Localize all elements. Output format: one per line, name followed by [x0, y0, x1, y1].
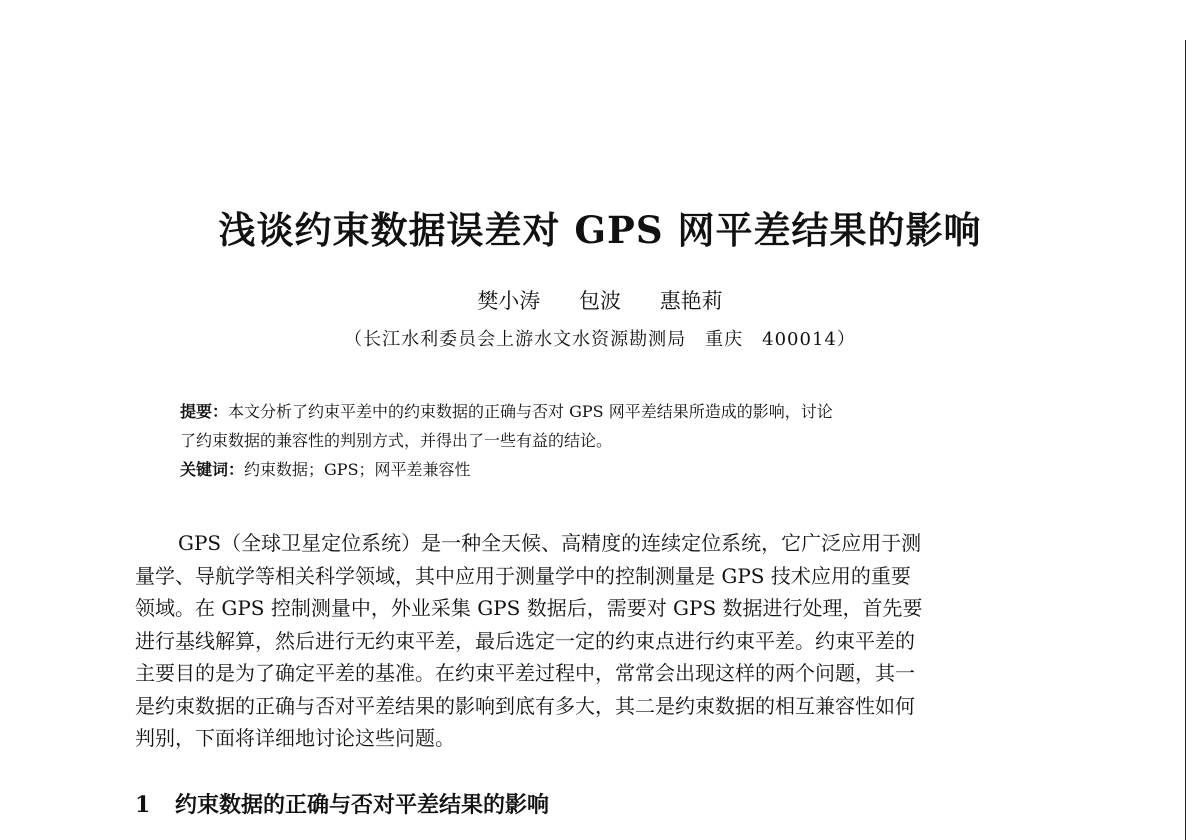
keywords-label: 关键词：: [180, 460, 245, 479]
section-title: 约束数据的正确与否对平差结果的影响: [175, 792, 550, 818]
keywords-line: [180, 455, 1060, 484]
body-line: GPS（全球卫星定位系统）是一种全天候、高精度的连续定位系统，它广泛应用于测: [178, 531, 922, 555]
body-line: 主要目的是为了确定平差的基准。在约束平差过程中，常常会出现这样的两个问题，其一: [135, 661, 915, 685]
abstract-text: 本文分析了约束平差中的约束数据的正确与否对 GPS 网平差结果所造成的影响，讨论: [228, 402, 833, 421]
paper-title: 浅谈约束数据误差对 GPS 网平差结果的影响: [218, 208, 982, 252]
author-list: [0, 285, 1200, 315]
section-heading: [135, 788, 549, 819]
author-affiliation: （长江水利委员会上游水文水资源勘测局 重庆 400014）: [344, 329, 856, 350]
abstract-line: 了约束数据的兼容性的判别方式，并得出了一些有益的结论。: [180, 431, 613, 450]
body-line: 判别，下面将详细地讨论这些问题。: [135, 726, 455, 750]
keywords-text: 约束数据；GPS；网平差兼容性: [244, 460, 471, 479]
author-name: 惠艳莉: [659, 289, 723, 313]
author-name: 包波: [579, 289, 621, 313]
author-name: 樊小涛: [477, 289, 541, 313]
abstract-label: 提要：: [180, 402, 229, 421]
body-paragraph: [135, 527, 1105, 755]
abstract-block: [180, 397, 1060, 484]
body-line: 领域。在 GPS 控制测量中，外业采集 GPS 数据后，需要对 GPS 数据进行处理，首先要: [135, 596, 923, 620]
body-line: 进行基线解算，然后进行无约束平差，最后选定一定的约束点进行约束平差。约束平差的: [135, 628, 915, 653]
body-line: 量学、导航学等相关科学领域，其中应用于测量学中的控制测量是 GPS 技术应用的重要: [135, 563, 911, 588]
body-line: 是约束数据的正确与否对平差结果的影响到底有多大，其二是约束数据的相互兼容性如何: [135, 693, 915, 718]
abstract-line: [180, 397, 1060, 426]
section-number: 1: [135, 792, 151, 818]
scan-border-line: [1185, 40, 1186, 840]
